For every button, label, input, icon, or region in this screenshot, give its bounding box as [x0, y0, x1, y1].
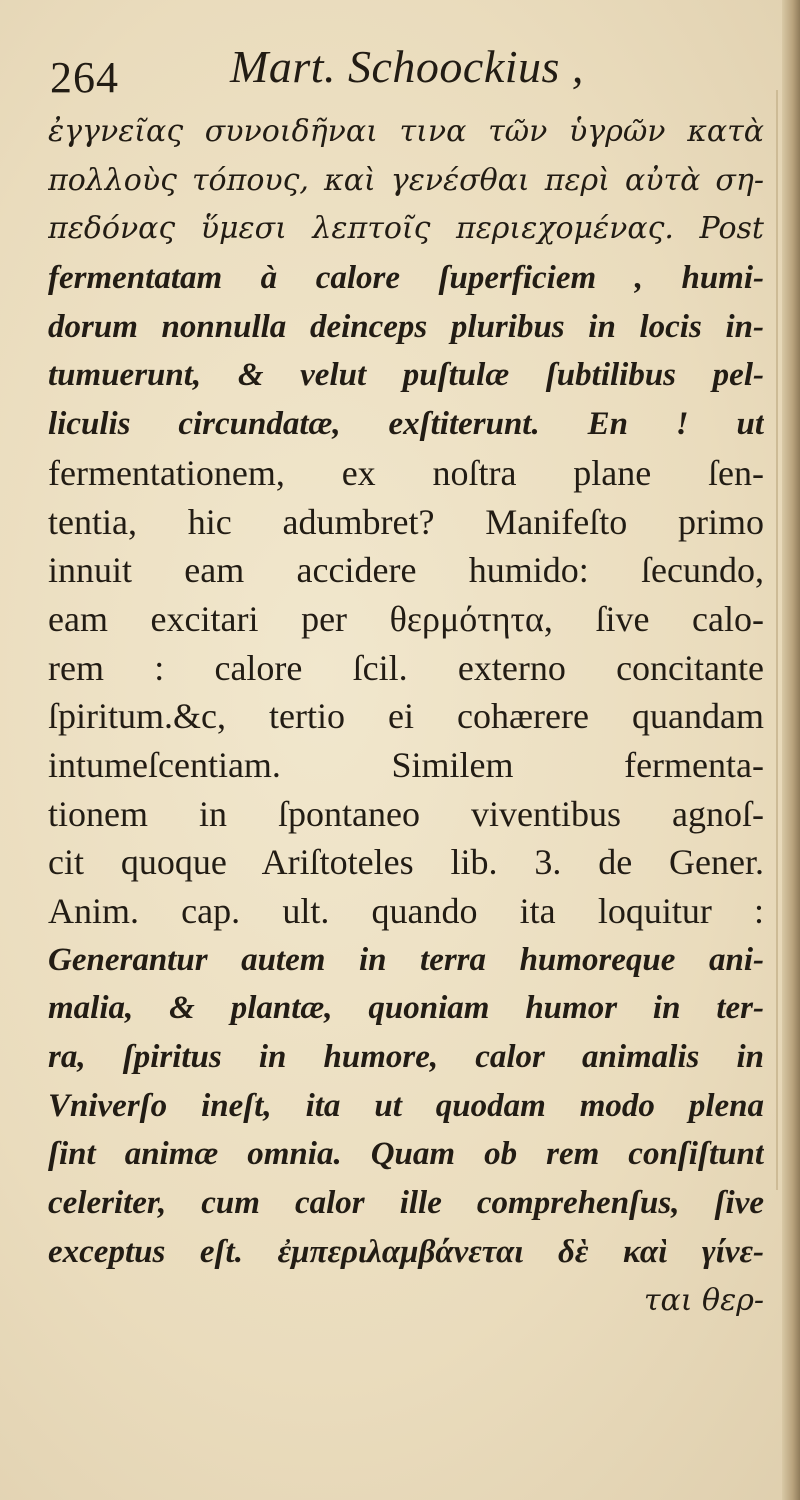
page-number: 264 [50, 53, 119, 102]
text-line: intumeſcentiam. Similem fermenta- [48, 744, 764, 785]
text-line: tumuerunt, & velut puſtulæ ſubtilibus pel- [48, 357, 764, 394]
text-line: tentia, hic adumbret? Manifeſto primo [48, 501, 764, 542]
text-line: dorum nonnulla deinceps pluribus in locis in- [48, 308, 764, 345]
text-line: malia, & plantæ, quoniam humor in ter- [48, 990, 764, 1027]
text-line: eam excitari per θερμότητα, ſive calo- [48, 598, 764, 639]
text-line: fermentatam à calore ſuperficiem , humi- [48, 260, 764, 297]
text-line: πολλοὺς τόπους, καὶ γενέσθαι περὶ αὐτὰ ση- [48, 162, 764, 198]
text-line: πεδόνας ὕμεσι λεπτοῖς περιεχομένας. Post [48, 211, 764, 247]
text-line: Anim. cap. ult. quando ita loquitur : [48, 891, 764, 931]
text-line: liculis circundatæ, exſtiterunt. En ! ut [48, 406, 764, 443]
text-line: cit quoque Ariſtoteles lib. 3. de Gener. [48, 842, 764, 883]
text-line: Generantur autem in terra humoreque ani- [48, 941, 764, 978]
text-line: ſint animæ omnia. Quam ob rem conſiſtunt [48, 1136, 764, 1173]
text-line: fermentationem, ex noſtra plane ſen- [48, 452, 764, 493]
text-line: ται θερ- [643, 1282, 764, 1318]
text-line: ſpiritum.&c, tertio ei cohærere quandam [48, 696, 764, 737]
text-line: rem : calore ſcil. externo concitante [48, 647, 764, 688]
text-line: celeriter, cum calor ille comprehenſus, ſive [48, 1185, 764, 1222]
text-line: Vniverſo ineſt, ita ut quodam modo plena [48, 1087, 764, 1124]
running-head: Mart. Schoockius , [230, 41, 584, 92]
page-gutter [782, 0, 800, 1500]
text-line: tionem in ſpontaneo viventibus agnoſ- [48, 793, 764, 834]
text-line: ἐγγνεῖας συνοιδῆναι τινα τῶν ὑγρῶν κατὰ [48, 114, 764, 149]
text-line: ra, ſpiritus in humore, calor animalis in [48, 1039, 764, 1076]
body-text [48, 108, 764, 1325]
text-line: innuit eam accidere humido: ſecundo, [48, 550, 764, 591]
gutter-shadow-line [776, 90, 778, 1190]
text-line: exceptus eſt. ἐμπεριλαμβάνεται δὲ καὶ γίνε- [48, 1233, 764, 1270]
page-header [42, 38, 762, 108]
